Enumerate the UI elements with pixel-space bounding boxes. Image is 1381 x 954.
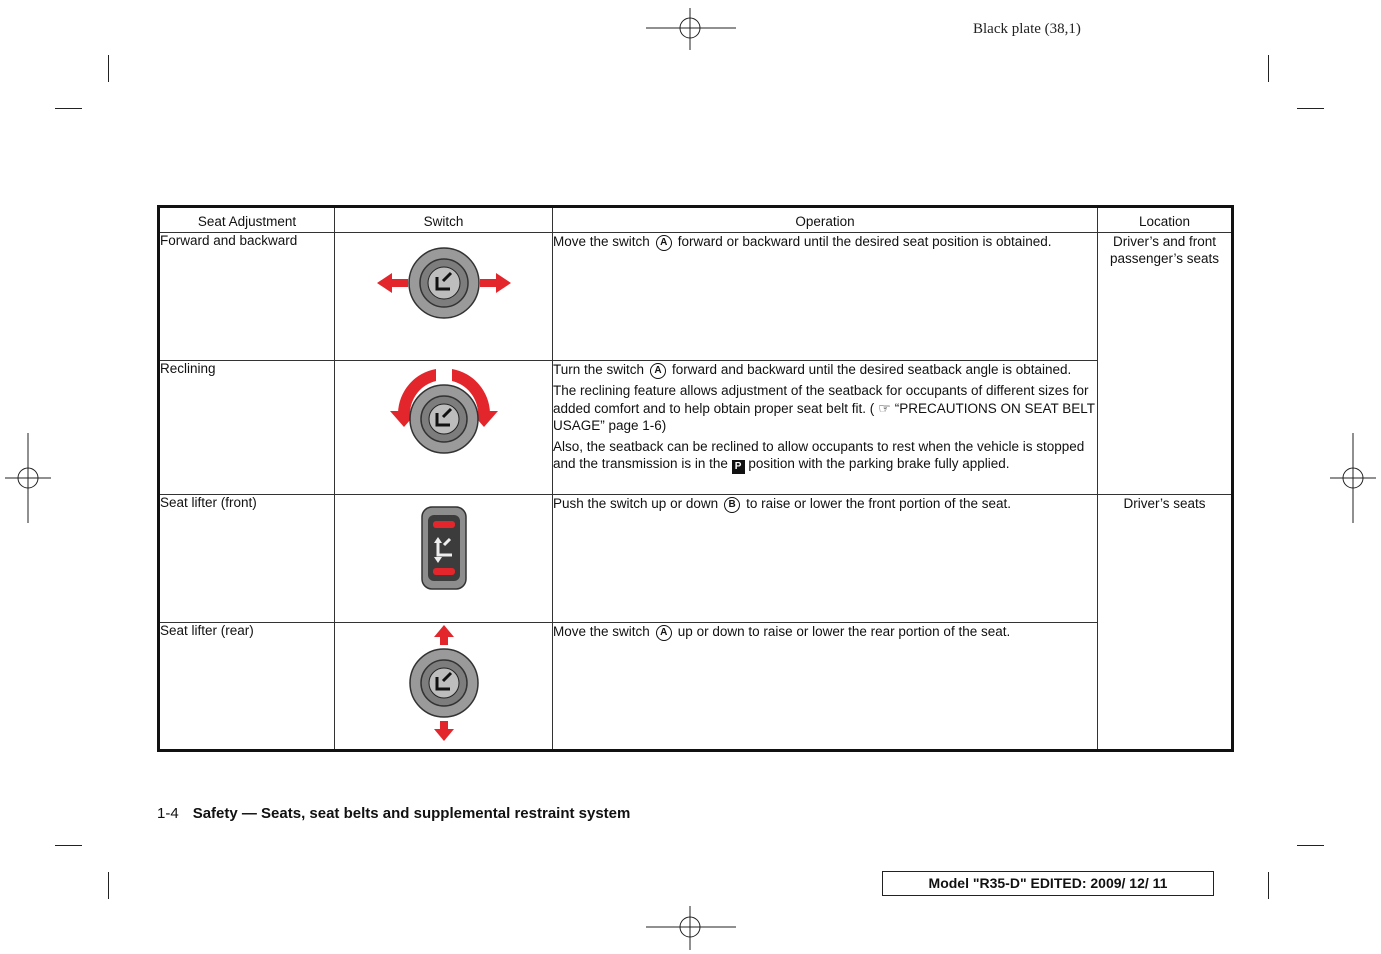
seat-switch-forward-backward-icon <box>374 233 514 333</box>
header-switch: Switch <box>335 207 553 233</box>
adjustment-cell: Seat lifter (front) <box>159 495 335 623</box>
table-row <box>159 233 1233 361</box>
operation-cell <box>553 361 1098 495</box>
operation-text: The reclining feature allows adjustment of the seatback for occupants of different sizes for added comfort and to help obtain proper seat belt fit. ( <box>553 383 1089 416</box>
switch-cell <box>335 233 553 361</box>
operation-text: Turn the switch <box>553 362 645 377</box>
operation-text: Move the switch <box>553 624 650 639</box>
operation-paragraph <box>553 361 1097 379</box>
seat-switch-up-down-icon <box>404 623 484 743</box>
header-operation: Operation <box>553 207 1098 233</box>
header-seat-adjustment: Seat Adjustment <box>159 207 335 233</box>
operation-text: position with the parking brake fully applied. <box>748 456 1010 471</box>
adjustment-cell: Seat lifter (rear) <box>159 623 335 751</box>
crop-mark <box>108 55 109 82</box>
registration-mark-icon <box>646 906 736 950</box>
registration-mark-icon <box>1330 433 1376 523</box>
operation-paragraph <box>553 382 1097 435</box>
operation-text: Move the switch <box>553 234 650 249</box>
crop-mark <box>55 108 82 109</box>
switch-cell <box>335 623 553 751</box>
page-number: 1-4 <box>157 805 179 822</box>
cross-reference-link[interactable]: “PRECAUTIONS ON SEAT BELT USAGE” page 1-6) <box>553 400 1095 433</box>
switch-badge: A <box>656 625 672 641</box>
table-row <box>159 361 1233 495</box>
location-cell: Driver’s seats <box>1098 495 1233 751</box>
operation-text: forward or backward until the desired seat position is obtained. <box>677 234 1052 249</box>
park-position-icon: P <box>732 460 745 474</box>
operation-text: to raise or lower the front portion of the seat. <box>746 496 1011 511</box>
seat-lifter-front-switch-icon <box>414 495 474 595</box>
reference-pointer-icon: ☞ <box>878 399 891 416</box>
switch-badge: B <box>724 497 740 513</box>
registration-mark-icon <box>646 8 736 50</box>
crop-mark <box>1297 845 1324 846</box>
operation-cell <box>553 623 1098 751</box>
registration-mark-icon <box>5 433 51 523</box>
adjustment-cell: Reclining <box>159 361 335 495</box>
page-footer <box>157 805 630 822</box>
switch-cell <box>335 361 553 495</box>
crop-mark <box>55 845 82 846</box>
crop-mark <box>1268 55 1269 82</box>
table-header-row <box>159 207 1233 233</box>
operation-cell <box>553 233 1098 361</box>
header-location: Location <box>1098 207 1233 233</box>
crop-mark <box>108 872 109 899</box>
plate-label: Black plate (38,1) <box>973 21 1081 37</box>
operation-text: Push the switch up or down <box>553 496 719 511</box>
switch-badge: A <box>650 363 666 379</box>
adjustment-cell: Forward and backward <box>159 233 335 361</box>
seat-adjustment-table <box>157 205 1234 752</box>
operation-text: up or down to raise or lower the rear portion of the seat. <box>677 624 1011 639</box>
operation-text: Also, the seatback can be reclined to allow occupants to rest when the vehicle is stopped and the transmission is in the <box>553 438 1085 471</box>
crop-mark <box>1297 108 1324 109</box>
model-edited-box: Model "R35-D" EDITED: 2009/ 12/ 11 <box>882 871 1214 896</box>
section-title: Safety — Seats, seat belts and supplemental restraint system <box>192 805 631 822</box>
crop-mark <box>1268 872 1269 899</box>
seat-switch-reclining-icon <box>384 361 504 461</box>
switch-badge: A <box>656 235 672 251</box>
location-cell: Driver’s and front passenger’s seats <box>1098 233 1233 495</box>
operation-text: forward and backward until the desired seatback angle is obtained. <box>672 362 1072 377</box>
operation-paragraph <box>553 438 1097 475</box>
operation-cell <box>553 495 1098 623</box>
table-row <box>159 623 1233 751</box>
switch-cell <box>335 495 553 623</box>
table-row <box>159 495 1233 623</box>
